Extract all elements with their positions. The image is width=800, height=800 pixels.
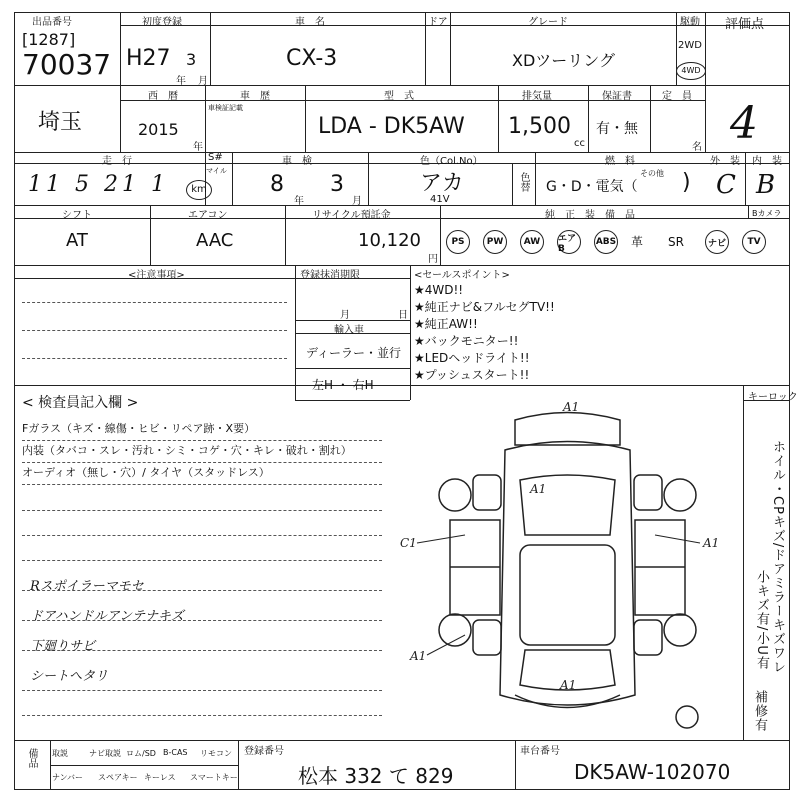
chassis-value: DK5AW-102070 [574, 760, 731, 784]
disp-unit: cc [574, 138, 585, 149]
sales-point: ★LEDヘッドライト!! [414, 351, 530, 365]
sales-point: ★バックモニター!! [414, 334, 519, 348]
side-note: ホイル・CPキズ/ドアミラーキズワレ [770, 440, 785, 675]
lot-sub: [1287] [22, 30, 76, 49]
mark-rear-left: A1 [410, 649, 427, 663]
car-diagram [395, 395, 740, 735]
shift-label: シフト [62, 210, 92, 221]
inspection-year: 8 [270, 172, 284, 197]
hand-note: 下廻りサビ [30, 639, 96, 654]
warranty-label: 保証書 [602, 91, 632, 102]
recycle-value: 10,120 [358, 230, 421, 251]
footer-item: ロム/SD [126, 749, 156, 758]
footer-item: スマートキー [190, 773, 238, 782]
steering-value: 左H ・ 右H [312, 378, 374, 392]
drive-label: 駆動 [680, 17, 700, 28]
deadline-label: 登録抹消期限 [300, 270, 360, 281]
sales-point: ★プッシュスタート!! [414, 368, 530, 382]
footer-item: B-CAS [163, 748, 188, 757]
history-note: 車検証記載 [208, 104, 243, 112]
chassis-label: 車台番号 [520, 746, 560, 757]
equipment-item: 革 [631, 235, 644, 249]
fuel-value: G・D・電気（ [546, 179, 638, 195]
inspector-lines [22, 418, 352, 484]
capacity-label: 定 員 [662, 91, 692, 102]
plate-value: 松本 332 て 829 [298, 764, 454, 788]
fuel-other: その他 [640, 169, 664, 178]
reg-month: 3 [186, 50, 197, 69]
equipment-item: PW [483, 230, 507, 254]
ac-label: エアコン [188, 210, 228, 221]
inspector-line: オーディオ（無し・穴）/ タイヤ（スタッドレス） [22, 466, 270, 479]
inspection-month: 3 [330, 172, 344, 197]
lot-number: 70037 [22, 48, 112, 81]
western-value: 2015 [138, 120, 179, 139]
grade-label: グレード [528, 17, 568, 28]
equipment-item: エアB [557, 230, 581, 254]
ac-value: AAC [196, 230, 234, 251]
sales-points [414, 282, 555, 384]
mark-hood: A1 [530, 482, 547, 496]
mileage-unit-label: S# [208, 152, 223, 163]
plate-label: 登録番号 [244, 746, 284, 757]
import-label: 輸入車 [334, 325, 364, 336]
model-value: CX-3 [286, 46, 338, 71]
sales-point: ★純正AW!! [414, 317, 478, 331]
footer-item: リモコン [200, 749, 232, 758]
drive-4wd-circle [676, 62, 706, 80]
hand-note: ドアハンドルアンテナキズ [30, 609, 184, 624]
location: 埼玉 [38, 110, 83, 135]
inspector-line: Fガラス（キズ・線傷・ヒビ・リペア跡・X要） [22, 422, 256, 435]
hand-note: シートへタリ [30, 669, 109, 684]
footer-item: スペアキー [98, 773, 138, 782]
disp-value: 1,500 [508, 114, 571, 139]
spare-tire [676, 706, 698, 728]
footer-item: ナビ取説 [89, 749, 121, 758]
fuel-label: 燃 料 [605, 156, 635, 167]
footer-item: キーレス [144, 773, 176, 782]
score-label: 評価点 [725, 17, 765, 32]
wheel-rr [664, 614, 696, 646]
western-label: 西 暦 [148, 91, 178, 102]
equipment-item: AW [520, 230, 544, 254]
caution-label: <注意事項> [128, 270, 185, 281]
reg-month-unit: 月 [198, 76, 208, 87]
sales-label: <セールスポイント> [414, 270, 510, 281]
hand-notes [30, 572, 184, 692]
shift-value: AT [66, 230, 88, 251]
footer-item: 取説 [52, 749, 68, 758]
inspection-label: 車 検 [282, 156, 312, 167]
reg-value: H27 [126, 46, 171, 71]
wheel-fr [664, 479, 696, 511]
import-value: ディーラー・並行 [306, 346, 402, 360]
mileage-km-circle [186, 180, 212, 200]
reg-year-unit: 年 [176, 76, 186, 87]
interior-label: 内 装 [752, 156, 782, 167]
mileage-label: 走 行 [102, 156, 132, 167]
recolor-label: 色替 [518, 172, 529, 192]
score-value: 4 [730, 98, 758, 149]
type-label: 型 式 [384, 91, 414, 102]
exterior-value: C [716, 170, 736, 200]
western-unit: 年 [193, 142, 203, 153]
exterior-label: 外 装 [710, 156, 740, 167]
lot-label: 出品番号 [32, 17, 72, 28]
mark-rear: A1 [560, 678, 577, 692]
mileage-km: km [191, 184, 207, 195]
door-label: ドア [428, 17, 448, 28]
recycle-unit: 円 [428, 254, 438, 265]
keylock-label: キーロック [748, 392, 798, 403]
color-value: アカ [420, 171, 464, 196]
footer-side-label: 備品 [26, 748, 37, 768]
disp-label: 排気量 [522, 91, 552, 102]
inspection-month-unit: 月 [352, 196, 362, 207]
model-label: 車 名 [295, 17, 325, 28]
equipment-item: ABS [594, 230, 618, 254]
inspector-line: 内装（タバコ・スレ・汚れ・シミ・コゲ・穴・キレ・破れ・割れ） [22, 444, 352, 457]
drive-2wd: 2WD [678, 40, 702, 51]
deadline-month: 月 [340, 310, 350, 321]
mileage-mile: マイル [206, 167, 227, 175]
wheel-rl [439, 614, 471, 646]
interior-value: B [756, 170, 776, 200]
drive-4wd: 4WD [681, 66, 701, 75]
deadline-day: 日 [398, 310, 408, 321]
inspector-title: < 検査員記入欄 > [22, 395, 139, 411]
side-note-2: 小キズ有/小U有 [754, 570, 769, 670]
capacity-unit: 名 [692, 142, 702, 153]
sales-point: ★4WD!! [414, 283, 464, 297]
recycle-label: リサイクル預託金 [312, 210, 391, 221]
mark-left: C1 [400, 536, 417, 550]
inspection-year-unit: 年 [294, 196, 304, 207]
footer-item: ナンバー [52, 773, 84, 782]
grade-value: XDツーリング [512, 51, 615, 70]
sales-point: ★純正ナビ&フルセグTV!! [414, 300, 555, 314]
wheel-fl [439, 479, 471, 511]
color-code: 41V [430, 194, 450, 205]
equipment-item: PS [446, 230, 470, 254]
mark-right: A1 [703, 536, 720, 550]
checker-label: Bカメラ [752, 209, 782, 218]
reg-label: 初度登録 [142, 17, 182, 28]
mileage-value: 11 5 21 1 [28, 172, 169, 197]
equipment-item: SR [668, 235, 684, 249]
history-label: 車 歴 [240, 91, 270, 102]
warranty-value: 有・無 [596, 121, 638, 137]
equipment-label: 純 正 装 備 品 [545, 210, 635, 221]
equipment-row [446, 230, 786, 258]
hand-note: Rスポイラーマモセ [30, 579, 144, 594]
mark-front: A1 [563, 400, 580, 414]
equipment-item: ナビ [705, 230, 729, 254]
equipment-item: TV [742, 230, 766, 254]
side-note-3: 補修有 [752, 690, 767, 732]
type-value: LDA - DK5AW [318, 114, 465, 139]
color-label: 色（Col.No） [420, 156, 483, 167]
